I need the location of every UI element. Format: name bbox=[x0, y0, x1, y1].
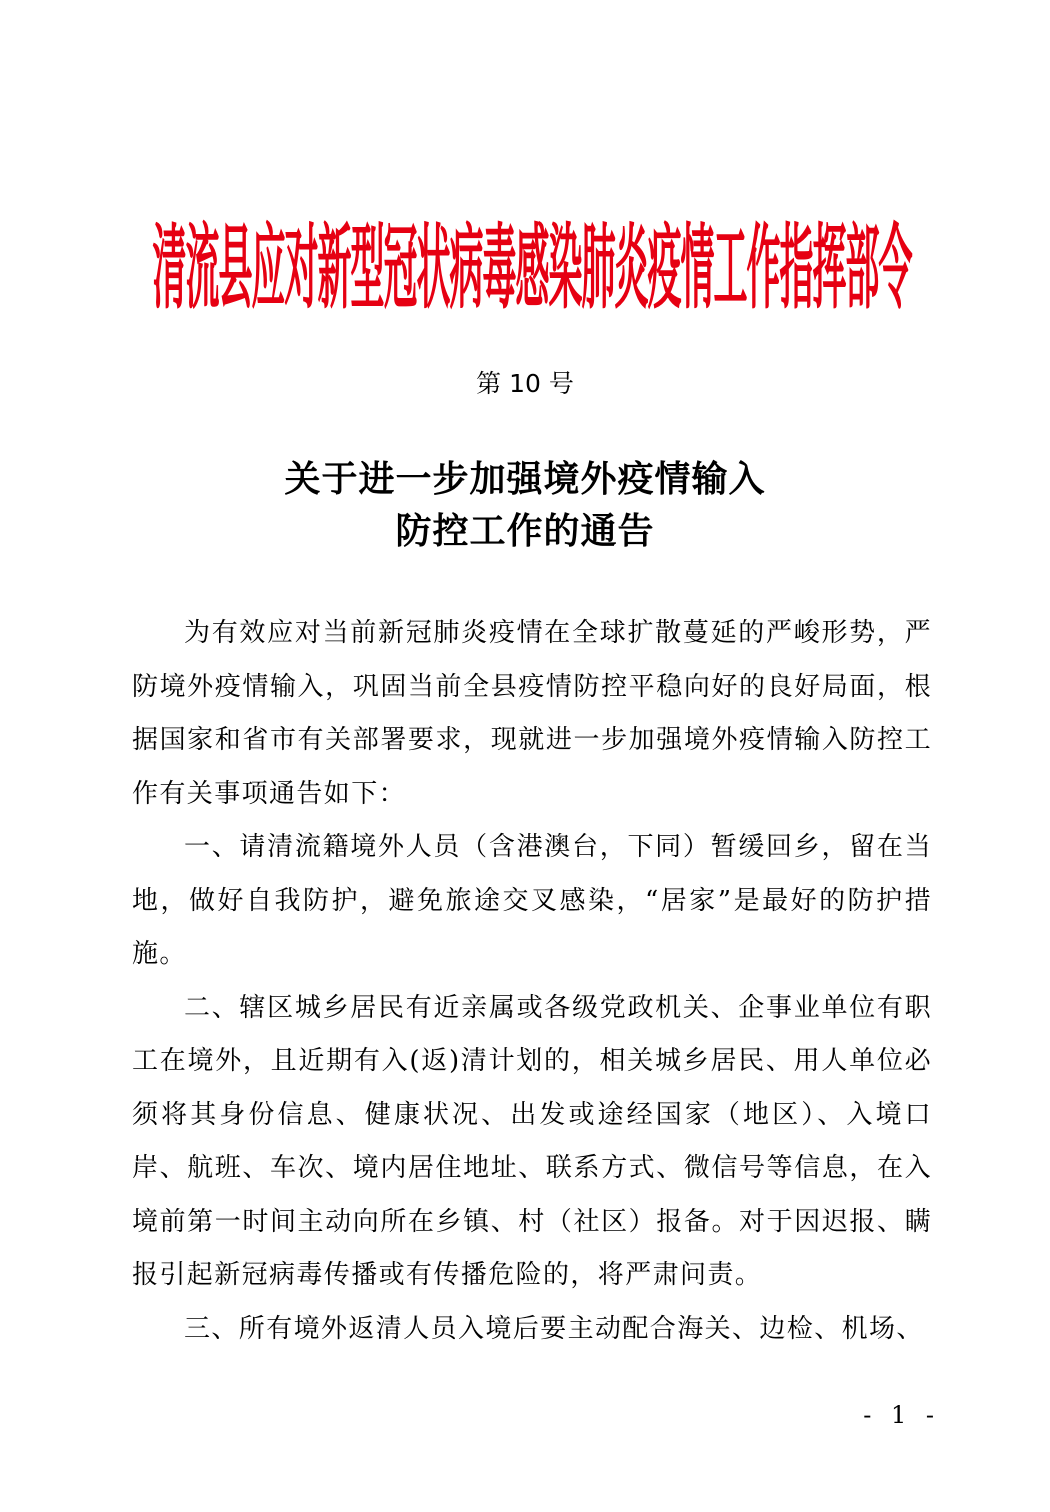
body-paragraph: 一、请清流籍境外人员（含港澳台，下同）暂缓回乡，留在当地，做好自我防护，避免旅途交叉感染，“居家”是最好的防护措施。 bbox=[132, 832, 932, 969]
page-number: - 1 - bbox=[863, 1401, 940, 1429]
document-title bbox=[0, 453, 1050, 557]
document-title-line-2: 防控工作的通告 bbox=[395, 510, 655, 552]
document-number: 第 10 号 bbox=[476, 369, 574, 398]
issuer-header: 清流县应对新型冠状病毒感染肺炎疫情工作指挥部令 bbox=[152, 216, 912, 324]
body-paragraph: 三、所有境外返清人员入境后要主动配合海关、边检、机场、 bbox=[184, 1313, 924, 1344]
body-paragraph: 二、辖区城乡居民有近亲属或各级党政机关、企事业单位有职工在境外，且近期有入(返)清计划的，相关城乡居民、用人单位必须将其身份信息、健康状况、出发或途经国家（地区）、入境口岸、航班、车次、境内居住地址、联系方式、微信号等信息，在入境前第一时间主动向所在乡镇、村（社区）报备。对于因迟报、瞒报引起新冠病毒传播或有传播危险的，将严肃问责。 bbox=[132, 992, 932, 1290]
document-body bbox=[132, 607, 932, 1356]
document-title-line-1: 关于进一步加强境外疫情输入 bbox=[284, 458, 766, 500]
body-paragraph: 为有效应对当前新冠肺炎疫情在全球扩散蔓延的严峻形势，严防境外疫情输入，巩固当前全县疫情防控平稳向好的良好局面，根据国家和省市有关部署要求，现就进一步加强境外疫情输入防控工作有关事项通告如下： bbox=[132, 618, 932, 809]
